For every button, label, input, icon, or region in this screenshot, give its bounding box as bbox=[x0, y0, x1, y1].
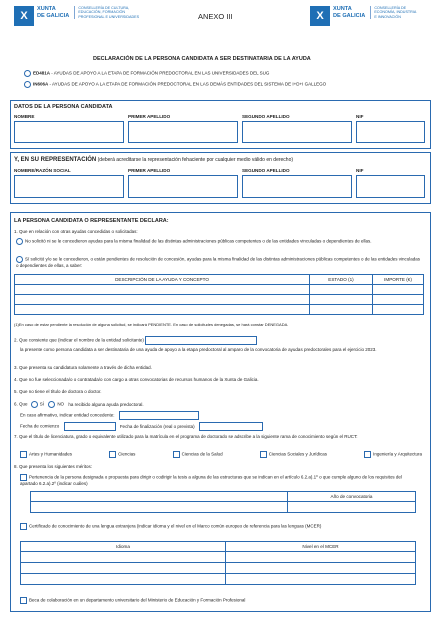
checkbox[interactable] bbox=[20, 451, 27, 458]
representative-name-input[interactable] bbox=[14, 175, 124, 198]
declaration-item-2-cont: la presente como persona candidata a ser destinataria de una ayuda de apoyo a la etapa predoctoral al amparo de la convocatoria de ayudas predoctorales para el ejercicio 2023. bbox=[20, 347, 377, 352]
aid-table bbox=[14, 274, 424, 315]
declaration-item-5: 5. Que no tiene el título de doctora o doctor. bbox=[14, 389, 102, 394]
table-row bbox=[31, 492, 416, 502]
table-row[interactable] bbox=[21, 563, 416, 574]
logo-brand-line1: XUNTA bbox=[333, 6, 352, 12]
field-label-company-name: NOMBRE/RAZÓN SOCIAL bbox=[14, 168, 71, 173]
table-row[interactable] bbox=[21, 552, 416, 563]
predoc-yes-radio[interactable] bbox=[31, 401, 38, 408]
merit1-table bbox=[30, 491, 416, 513]
aid-col-status: ESTADO (1) bbox=[310, 275, 373, 285]
procedure-option-in606a[interactable]: IN606A - AYUDAS DE APOYO A LA ETAPA DE FORMACIÓN PREDOCTORAL EN LAS DEMÁS ENTIDADES DEL SISTEMA DE I+D+I GALLEGO bbox=[24, 81, 326, 88]
procedure-radio[interactable] bbox=[24, 81, 31, 88]
merit1-year-header: Año de convocatoria bbox=[288, 492, 416, 502]
candidate-name-input[interactable] bbox=[14, 121, 124, 143]
procedure-option-ed481a[interactable]: ED481A - AYUDAS DE APOYO A LA ETAPA DE FORMACIÓN PREDOCTORAL EN LAS UNIVERSIDADES DEL SUG bbox=[24, 70, 269, 77]
branch-option[interactable]: Artes y Humanidades bbox=[20, 451, 72, 458]
xunta-emblem-icon: X bbox=[310, 6, 330, 26]
aid-option-yes[interactable]: Sí solicitó y/o se le concedieron, o están pendientes de resolución de concesión, ayudas para la misma finalidad de las distintas administraciones públicas competentes o de las entidades vinculadas o dependientes de ellas, a saber: bbox=[16, 256, 420, 268]
checkbox[interactable] bbox=[109, 451, 116, 458]
declaration-item-4: 4. Que no fue seleccionada/o o contratada/o con cargo a otras convocatorias de recursos humanos de la Xunta de Galicia. bbox=[14, 377, 259, 382]
merit-checkbox[interactable] bbox=[20, 474, 27, 481]
field-label-surname1: PRIMER APELLIDO bbox=[128, 168, 171, 173]
field-label-surname2: SEGUNDO APELLIDO bbox=[242, 168, 290, 173]
merit-checkbox[interactable] bbox=[20, 523, 27, 530]
aid-col-amount: IMPORTE (€) bbox=[373, 275, 424, 285]
logo-brand-line2: DE GALICIA bbox=[333, 12, 366, 19]
merit-supervisor[interactable]: Pertenencia de la persona designada o propuesta para dirigir o codirigir la tesis a alguna de las estructuras que se indican en el artículo 6.2.a).1º o que cumple alguno de los requisitos del apartado 6.2.a).2º (indicar cuáles) bbox=[20, 474, 402, 486]
item6-entity-row: En caso afirmativo, indicar entidad concedente: bbox=[20, 411, 199, 420]
procedure-radio[interactable] bbox=[24, 70, 31, 77]
logo-brand-line1: XUNTA bbox=[37, 6, 56, 12]
field-label-nif: NIF bbox=[356, 114, 364, 119]
field-label-nif: NIF bbox=[356, 168, 364, 173]
aid-col-description: DESCRIPCIÓN DE LA AYUDA Y CONCEPTO bbox=[15, 275, 310, 285]
granting-entity-input[interactable] bbox=[119, 411, 199, 420]
declaration-item-7: 7. Que el título de licenciatura, grado o equivalente utilizado para la matrícula en el programa de doctorado se adscribe a la siguiente rama de conocimiento según el RUCT: bbox=[14, 434, 358, 439]
applicant-entity-input[interactable] bbox=[145, 336, 257, 345]
merit-checkbox[interactable] bbox=[20, 597, 27, 604]
declaration-item-3: 3. Que presenta su candidatura solamente a través de dicha entidad. bbox=[14, 365, 152, 370]
checkbox[interactable] bbox=[364, 451, 371, 458]
table-row[interactable] bbox=[31, 502, 416, 513]
merit-collaboration-grant[interactable]: Beca de colaboración en un departamento universitario del Ministerio de Educación y Formación Profesional bbox=[20, 597, 420, 604]
form-title: DECLARACIÓN DE LA PERSONA CANDIDATA A SER DESTINATARIA DE LA AYUDA bbox=[93, 56, 311, 62]
candidate-surname2-input[interactable] bbox=[242, 121, 352, 143]
level-col: Nivel en el MCER bbox=[226, 542, 416, 552]
predoc-no-radio[interactable] bbox=[48, 401, 55, 408]
field-label-name: NOMBRE bbox=[14, 114, 35, 119]
branch-option[interactable]: Ciencias Sociales y Jurídicas bbox=[260, 451, 327, 458]
declaration-item-1: 1. Que en relación con otras ayudas concedidas o solicitadas: bbox=[14, 229, 138, 234]
declaration-item-6: 6. Que SÍ NO ha recibido alguna ayuda predoctoral. bbox=[14, 401, 144, 407]
representative-surname1-input[interactable] bbox=[128, 175, 238, 198]
declaration-item-2: 2. Que consiente que (indicar el nombre de la entidad solicitante) bbox=[14, 336, 257, 345]
language-col: Idioma bbox=[21, 542, 226, 552]
candidate-surname1-input[interactable] bbox=[128, 121, 238, 143]
field-label-surname2: SEGUNDO APELLIDO bbox=[242, 114, 290, 119]
candidate-nif-input[interactable] bbox=[356, 121, 425, 143]
aid-yes-radio[interactable] bbox=[16, 256, 23, 263]
table-row[interactable] bbox=[15, 305, 424, 315]
branch-option[interactable]: Ciencias de la Salud bbox=[173, 451, 223, 458]
field-label-surname1: PRIMER APELLIDO bbox=[128, 114, 171, 119]
checkbox[interactable] bbox=[173, 451, 180, 458]
table-header-row bbox=[15, 275, 424, 285]
table-row[interactable] bbox=[15, 285, 424, 295]
xunta-emblem-icon: X bbox=[14, 6, 34, 26]
branch-option[interactable]: Ciencias bbox=[109, 451, 135, 458]
logo-brand-line2: DE GALICIA bbox=[37, 12, 70, 19]
logo-department: CONSELLERÍA DE ECONOMÍA, INDUSTRIA E INNOVACIÓN bbox=[370, 6, 416, 19]
candidate-heading: DATOS DE LA PERSONA CANDIDATA bbox=[14, 104, 113, 110]
representative-nif-input[interactable] bbox=[356, 175, 425, 198]
representative-surname2-input[interactable] bbox=[242, 175, 352, 198]
logo-department: CONSELLERÍA DE CULTURA, EDUCACIÓN, FORMACIÓN PROFESIONAL E UNIVERSIDADES bbox=[74, 6, 139, 19]
xunta-logo-right bbox=[310, 6, 416, 26]
knowledge-branch-options bbox=[20, 451, 422, 458]
item6-dates-row: Fecha de comienzo Fecha de finalización (real o prevista) bbox=[20, 422, 263, 431]
end-date-input[interactable] bbox=[199, 422, 263, 431]
table-row[interactable] bbox=[21, 574, 416, 585]
annex-label: ANEXO III bbox=[198, 12, 233, 21]
table-row[interactable] bbox=[15, 295, 424, 305]
aid-table-footnote: (1)En caso de estar pendiente la resolución de alguna solicitud, se indicará PENDIENTE. En caso de solicitudes denegadas, se hará constar DENEGADA. bbox=[14, 322, 289, 327]
merit-language[interactable]: Certificado de conocimiento de una lengua extranjera (indicar idioma y el nivel en el Marco común europeo de referencia para las lenguas (MCER) bbox=[20, 523, 420, 530]
aid-option-none[interactable]: No solicitó ni se le concedieron ayudas para la misma finalidad de las distintas administraciones públicas competentes o de las entidades vinculadas o dependientes de ellas. bbox=[16, 238, 422, 245]
start-date-input[interactable] bbox=[64, 422, 116, 431]
aid-none-radio[interactable] bbox=[16, 238, 23, 245]
branch-option[interactable]: Ingeniería y Arquitectura bbox=[364, 451, 422, 458]
checkbox[interactable] bbox=[260, 451, 267, 458]
merit2-table bbox=[20, 541, 416, 585]
declaration-item-8: 8. Que presenta los siguientes méritos: bbox=[14, 464, 93, 469]
representative-heading: Y, EN SU REPRESENTACIÓN (deberá acreditarse la representación fehaciente por cualquier medio válido en derecho) bbox=[14, 157, 294, 163]
table-header-row bbox=[21, 542, 416, 552]
declarations-heading: LA PERSONA CANDIDATA O REPRESENTANTE DECLARA: bbox=[14, 218, 169, 224]
xunta-logo-left bbox=[14, 6, 139, 26]
